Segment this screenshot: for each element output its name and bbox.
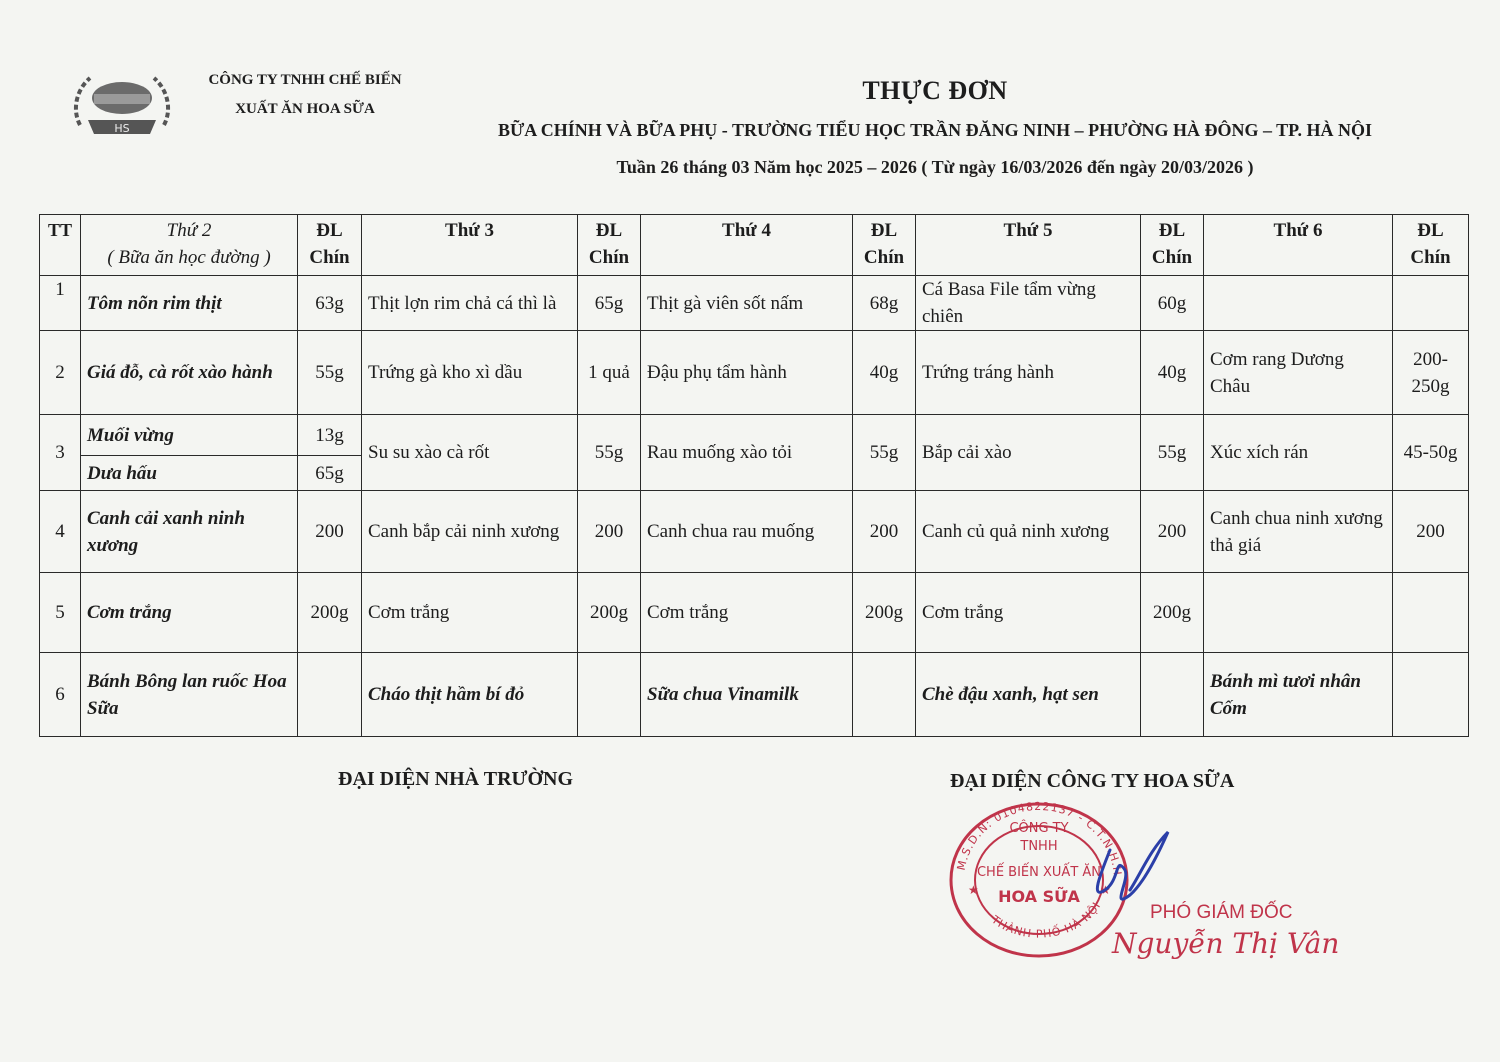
header-monday-sub: ( Bữa ăn học đường ) (107, 247, 271, 268)
qty-sub: Chín (588, 247, 630, 268)
qty-sub: Chín (1410, 247, 1451, 268)
company-logo-icon (70, 70, 174, 144)
header-qty-fri (1393, 215, 1469, 276)
friday-dish: Cơm rang Dương Châu (1204, 331, 1393, 415)
wednesday-dish: Thịt gà viên sốt nấm (641, 276, 853, 331)
tuesday-qty: 1 quả (578, 331, 641, 415)
monday-qty-2: 65g (298, 456, 362, 491)
header-qty-mon (298, 215, 362, 276)
friday-dish (1204, 276, 1393, 331)
table-row (40, 573, 1469, 653)
thursday-dish: Cá Basa File tẩm vừng chiên (916, 276, 1141, 331)
signer-name: Nguyễn Thị Vân (1112, 927, 1340, 960)
row-number: 4 (40, 491, 81, 573)
thursday-qty: 60g (1141, 276, 1204, 331)
menu-table (39, 214, 1469, 737)
thursday-dish: Trứng tráng hành (916, 331, 1141, 415)
monday-qty: 200g (298, 573, 362, 653)
row-number: 2 (40, 331, 81, 415)
monday-dish-2: Dưa hấu (81, 456, 298, 491)
svg-text:HS: HS (114, 122, 130, 135)
table-row (40, 653, 1469, 737)
friday-dish: Canh chua ninh xương thả giá (1204, 491, 1393, 573)
qty-label: ĐL (870, 220, 898, 241)
monday-dish: Canh cải xanh ninh xương (81, 491, 298, 573)
header-qty-thu (1141, 215, 1204, 276)
friday-qty (1393, 276, 1469, 331)
wednesday-qty: 68g (853, 276, 916, 331)
wednesday-qty: 200 (853, 491, 916, 573)
wednesday-dish: Canh chua rau muống (641, 491, 853, 573)
friday-qty: 200-250g (1393, 331, 1469, 415)
monday-qty (298, 653, 362, 737)
svg-text:HOA SỮA: HOA SỮA (998, 887, 1080, 906)
thursday-qty: 200g (1141, 573, 1204, 653)
svg-text:TNHH: TNHH (1020, 839, 1058, 854)
header-monday-label: Thứ 2 (166, 220, 212, 241)
header-wednesday: Thứ 4 (641, 215, 853, 276)
row-number: 6 (40, 653, 81, 737)
table-row (40, 491, 1469, 573)
company-line-1: CÔNG TY TNHH CHẾ BIẾN (208, 72, 402, 88)
svg-text:THÀNH PHỐ HÀ NỘI: THÀNH PHỐ HÀ NỘI (989, 899, 1104, 941)
tuesday-dish: Trứng gà kho xì dầu (362, 331, 578, 415)
friday-qty (1393, 573, 1469, 653)
thursday-qty: 40g (1141, 331, 1204, 415)
company-name (180, 66, 430, 124)
monday-qty: 63g (298, 276, 362, 331)
signer-role: PHÓ GIÁM ĐỐC (1150, 902, 1293, 923)
thursday-dish: Cơm trắng (916, 573, 1141, 653)
monday-qty: 200 (298, 491, 362, 573)
wednesday-dish: Đậu phụ tẩm hành (641, 331, 853, 415)
qty-label: ĐL (316, 220, 343, 241)
thursday-qty: 55g (1141, 415, 1204, 491)
thursday-dish: Chè đậu xanh, hạt sen (916, 653, 1141, 737)
svg-text:CÔNG TY: CÔNG TY (1009, 821, 1069, 836)
tuesday-dish: Su su xào cà rốt (362, 415, 578, 491)
friday-qty: 45-50g (1393, 415, 1469, 491)
school-representative: ĐẠI DIỆN NHÀ TRƯỜNG (338, 768, 574, 790)
company-line-2: XUẤT ĂN HOA SỮA (235, 101, 375, 117)
svg-text:★: ★ (1100, 883, 1111, 897)
header-tt: TT (40, 215, 81, 276)
wednesday-qty (853, 653, 916, 737)
tuesday-qty (578, 653, 641, 737)
table-row (40, 415, 1469, 456)
qty-label: ĐL (595, 220, 623, 241)
tuesday-qty: 200g (578, 573, 641, 653)
svg-text:★: ★ (968, 883, 979, 897)
table-header-row (40, 215, 1469, 276)
monday-dish: Giá đỗ, cà rốt xào hành (81, 331, 298, 415)
table-row (40, 276, 1469, 331)
row-number: 3 (40, 415, 81, 491)
qty-label: ĐL (1417, 220, 1444, 241)
tuesday-dish: Canh bắp cải ninh xương (362, 491, 578, 573)
qty-sub: Chín (309, 247, 350, 268)
header-monday (81, 215, 298, 276)
company-representative: ĐẠI DIỆN CÔNG TY HOA SỮA (950, 770, 1235, 792)
qty-sub: Chín (863, 247, 905, 268)
thursday-qty (1141, 653, 1204, 737)
week-range: Tuần 26 tháng 03 Năm học 2025 – 2026 ( Từ ngày 16/03/2026 đến ngày 20/03/2026 ) (616, 157, 1254, 177)
monday-qty: 13g (298, 415, 362, 456)
friday-qty: 200 (1393, 491, 1469, 573)
wednesday-dish: Sữa chua Vinamilk (641, 653, 853, 737)
wednesday-dish: Rau muống xào tỏi (641, 415, 853, 491)
tuesday-qty: 65g (578, 276, 641, 331)
friday-dish: Xúc xích rán (1204, 415, 1393, 491)
thursday-dish: Canh củ quả ninh xương (916, 491, 1141, 573)
qty-sub: Chín (1151, 247, 1193, 268)
friday-dish (1204, 573, 1393, 653)
wednesday-qty: 40g (853, 331, 916, 415)
row-number: 5 (40, 573, 81, 653)
thursday-qty: 200 (1141, 491, 1204, 573)
monday-dish: Tôm nõn rim thịt (81, 276, 298, 331)
tuesday-dish: Thịt lợn rim chả cá thì là (362, 276, 578, 331)
svg-text:M.S.D.N: 0104822137 - C.T.N.H.: M.S.D.N: 0104822137 - C.T.N.H.H (954, 799, 1124, 877)
wednesday-qty: 200g (853, 573, 916, 653)
svg-text:CHẾ BIẾN XUẤT ĂN: CHẾ BIẾN XUẤT ĂN (976, 865, 1102, 880)
tuesday-qty: 200 (578, 491, 641, 573)
monday-qty: 55g (298, 331, 362, 415)
page-title: THỰC ĐƠN (862, 76, 1008, 105)
tuesday-qty: 55g (578, 415, 641, 491)
tuesday-dish: Cháo thịt hầm bí đỏ (362, 653, 578, 737)
friday-dish: Bánh mì tươi nhân Cốm (1204, 653, 1393, 737)
thursday-dish: Bắp cải xào (916, 415, 1141, 491)
header-thursday: Thứ 5 (916, 215, 1141, 276)
qty-label: ĐL (1158, 220, 1186, 241)
monday-dish: Bánh Bông lan ruốc Hoa Sữa (81, 653, 298, 737)
page-subtitle: BỮA CHÍNH VÀ BỮA PHỤ - TRƯỜNG TIỂU HỌC TRẦN ĐĂNG NINH – PHƯỜNG HÀ ĐÔNG – TP. HÀ NỘI (497, 120, 1373, 140)
wednesday-dish: Cơm trắng (641, 573, 853, 653)
monday-dish: Cơm trắng (81, 573, 298, 653)
wednesday-qty: 55g (853, 415, 916, 491)
header-friday: Thứ 6 (1204, 215, 1393, 276)
table-row (40, 331, 1469, 415)
header-qty-wed (853, 215, 916, 276)
monday-dish: Muối vừng (81, 415, 298, 456)
header-tuesday: Thứ 3 (362, 215, 578, 276)
header-qty-tue (578, 215, 641, 276)
row-number: 1 (40, 276, 81, 331)
tuesday-dish: Cơm trắng (362, 573, 578, 653)
friday-qty (1393, 653, 1469, 737)
